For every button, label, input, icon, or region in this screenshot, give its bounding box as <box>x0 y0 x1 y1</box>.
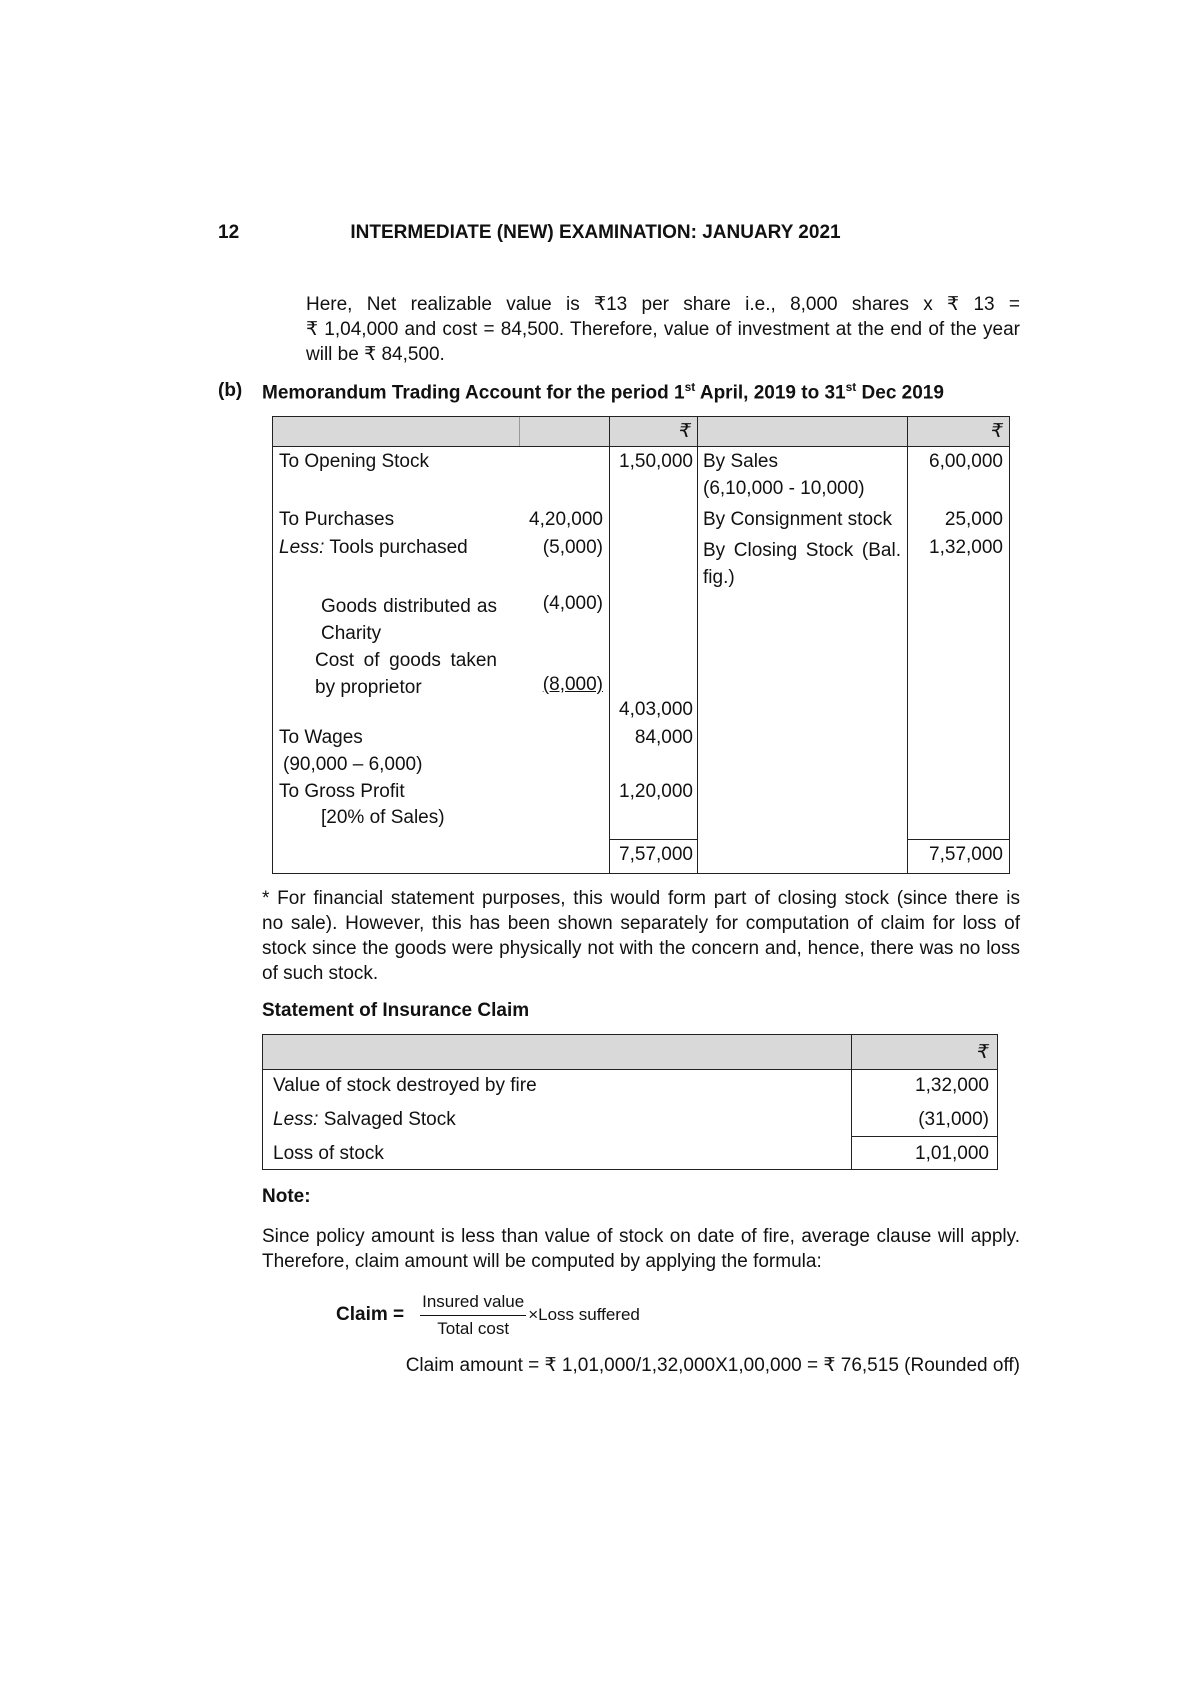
intro-paragraph <box>306 292 1020 367</box>
trading-account-table <box>272 416 1010 874</box>
rupee-icon: ₹ <box>976 1042 989 1063</box>
gross-profit-label: To Gross Profit <box>279 781 405 802</box>
sales-label: By Sales <box>703 451 778 472</box>
page-title: INTERMEDIATE (NEW) EXAMINATION: JANUARY 2021 <box>350 222 841 243</box>
note-heading: Note: <box>262 1186 311 1207</box>
page-number: 12 <box>218 222 240 243</box>
footnote-line-3: stock since the goods were physically not with the concern and, hence, there was no loss <box>262 938 1020 959</box>
sales-detail: (6,10,000 - 10,000) <box>703 478 865 499</box>
claim-result: Claim amount = ₹ 1,01,000/1,32,000X1,00,000 = ₹ 76,515 (Rounded off) <box>405 1355 1020 1376</box>
wages-detail: (90,000 – 6,000) <box>283 754 423 775</box>
insurance-title: Statement of Insurance Claim <box>262 1000 530 1021</box>
charity-value: (4,000) <box>542 593 603 614</box>
sales-value: 6,00,000 <box>929 451 1003 472</box>
insurance-row-1-value: 1,32,000 <box>915 1075 989 1096</box>
intro-line-3: will be ₹ 84,500. <box>306 344 445 365</box>
rupee-icon: ₹ <box>990 421 1003 442</box>
closing-stock-label: By Closing Stock (Bal. fig.) <box>703 540 901 588</box>
insurance-table <box>262 1034 998 1170</box>
charity-label: Goods distributed as Charity <box>321 596 497 644</box>
wages-value: 84,000 <box>634 727 693 748</box>
net-purchases-value: 4,03,000 <box>619 699 693 720</box>
note-line-1: Since policy amount is less than value of stock on date of fire, average clause will apply. <box>262 1226 1020 1247</box>
intro-line-1: Here, Net realizable value is ₹13 per share i.e., 8,000 shares x ₹ 13 = <box>306 294 1020 315</box>
footnote-line-1: * For financial statement purposes, this would form part of closing stock (since there is <box>262 888 1020 909</box>
note-line-2: Therefore, claim amount will be computed by applying the formula: <box>262 1251 822 1272</box>
total-left: 7,57,000 <box>619 844 693 865</box>
claim-fraction <box>420 1292 526 1339</box>
insurance-row-3-label: Loss of stock <box>273 1143 384 1164</box>
footnote-line-2: no sale). However, this has been shown separately for computation of claim for loss of <box>262 913 1020 934</box>
section-title: Memorandum Trading Account for the period 1st April, 2019 to 31st Dec 2019 <box>262 380 944 404</box>
claim-formula <box>336 1288 640 1342</box>
claim-denominator: Total cost <box>437 1318 510 1338</box>
gross-profit-value: 1,20,000 <box>619 781 693 802</box>
insurance-row-3-value: 1,01,000 <box>915 1143 989 1164</box>
footnote <box>262 886 1020 986</box>
section-label: (b) <box>218 380 243 401</box>
proprietor-value: (8,000) <box>542 674 603 695</box>
claim-multiplier: ×Loss suffered <box>528 1305 640 1324</box>
claim-numerator: Insured value <box>420 1292 526 1316</box>
opening-stock-label: To Opening Stock <box>279 451 429 472</box>
opening-stock-value: 1,50,000 <box>619 451 693 472</box>
purchases-label: To Purchases <box>279 509 395 530</box>
tools-label: Less: Tools purchased <box>279 537 468 558</box>
insurance-row-1-label: Value of stock destroyed by fire <box>273 1075 537 1096</box>
insurance-row-2-label: Less: Salvaged Stock <box>273 1109 456 1130</box>
note-text <box>262 1224 1020 1274</box>
insurance-row-2-value: (31,000) <box>918 1109 989 1130</box>
claim-formula-label: Claim = <box>336 1304 405 1325</box>
tools-value: (5,000) <box>542 537 603 558</box>
proprietor-label: Cost of goods taken by proprietor <box>315 650 497 698</box>
rupee-icon: ₹ <box>678 421 691 442</box>
gross-profit-detail: [20% of Sales) <box>321 807 445 828</box>
closing-stock-value: 1,32,000 <box>929 537 1003 558</box>
purchases-value: 4,20,000 <box>529 509 603 530</box>
intro-line-2: ₹ 1,04,000 and cost = 84,500. Therefore, value of investment at the end of the year <box>306 319 1020 340</box>
consignment-label: By Consignment stock <box>703 509 893 530</box>
consignment-value: 25,000 <box>944 509 1003 530</box>
total-right: 7,57,000 <box>929 844 1003 865</box>
wages-label: To Wages <box>279 727 363 748</box>
footnote-line-4: of such stock. <box>262 963 379 984</box>
